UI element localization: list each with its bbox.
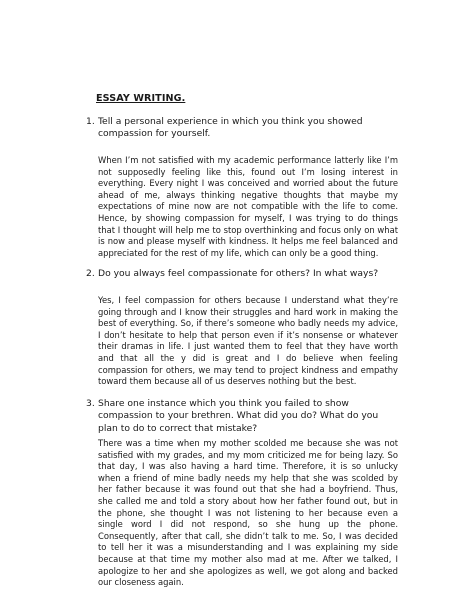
question-number: 3.: [86, 398, 95, 409]
question-3: [86, 398, 396, 435]
answer-1: When I’m not satisfied with my academic performance latterly like I’m not supposedly feeling like this, found out I’m losing interest in everything. Every night I was conceived and worried about the future ahead of me, always thinking negative thoughts that maybe my expectations of mine now are not compatible with the life to come. Hence, by showing compassion for myself, I was trying to do things that I thought will help me to stop overthinking and focus only on what is now and please myself with kindness. It helps me feel balanced and appreciated for the rest of my life, which can only be a good thing.: [98, 155, 398, 258]
question-text: Do you always feel compassionate for others? In what ways?: [98, 268, 379, 279]
page-title: ESSAY WRITING.: [96, 93, 186, 104]
question-2: [86, 268, 396, 280]
question-1: [86, 116, 396, 141]
question-number: 2.: [86, 268, 95, 279]
answer-2: Yes, I feel compassion for others because I understand what they’re going through and I know their struggles and hard work in making the best of everything. So, if there’s someone who badly needs my advice, I don’t hesitate to help that person even if it’s nonsense or whatever their dramas in life. I just wanted them to feel that they have worth and that all the y did is great and I do believe when feeling compassion for others, we may tend to project kindness and empathy toward them because all of us deserves nothing but the best.: [98, 295, 398, 387]
question-text: Share one instance which you think you failed to show compassion to your brethren. What did you do? What do you plan to do to correct that mistake?: [98, 398, 379, 434]
answer-3: There was a time when my mother scolded me because she was not satisfied with my grades, and my mom criticized me for being lazy. So that day, I was also having a hard time. Therefore, it is so unlucky when a friend of mine badly needs my help that she was scolded by her father because it was found out that she had a boyfriend. Thus, she called me and told a story about how her father found out, but in the phone, she thought I was not listening to her because even a single word I did not respond, so she hung up the phone. Consequently, after that call, she didn’t talk to me. So, I was decided to tell her it was a misunderstanding and I was explaining my side because at that time my mother also mad at me. After we talked, I apologize to her and she apologizes as well, we got along and backed our closeness again.: [98, 438, 398, 588]
question-text: Tell a personal experience in which you think you showed compassion for yourself.: [98, 116, 363, 140]
question-number: 1.: [86, 116, 95, 127]
